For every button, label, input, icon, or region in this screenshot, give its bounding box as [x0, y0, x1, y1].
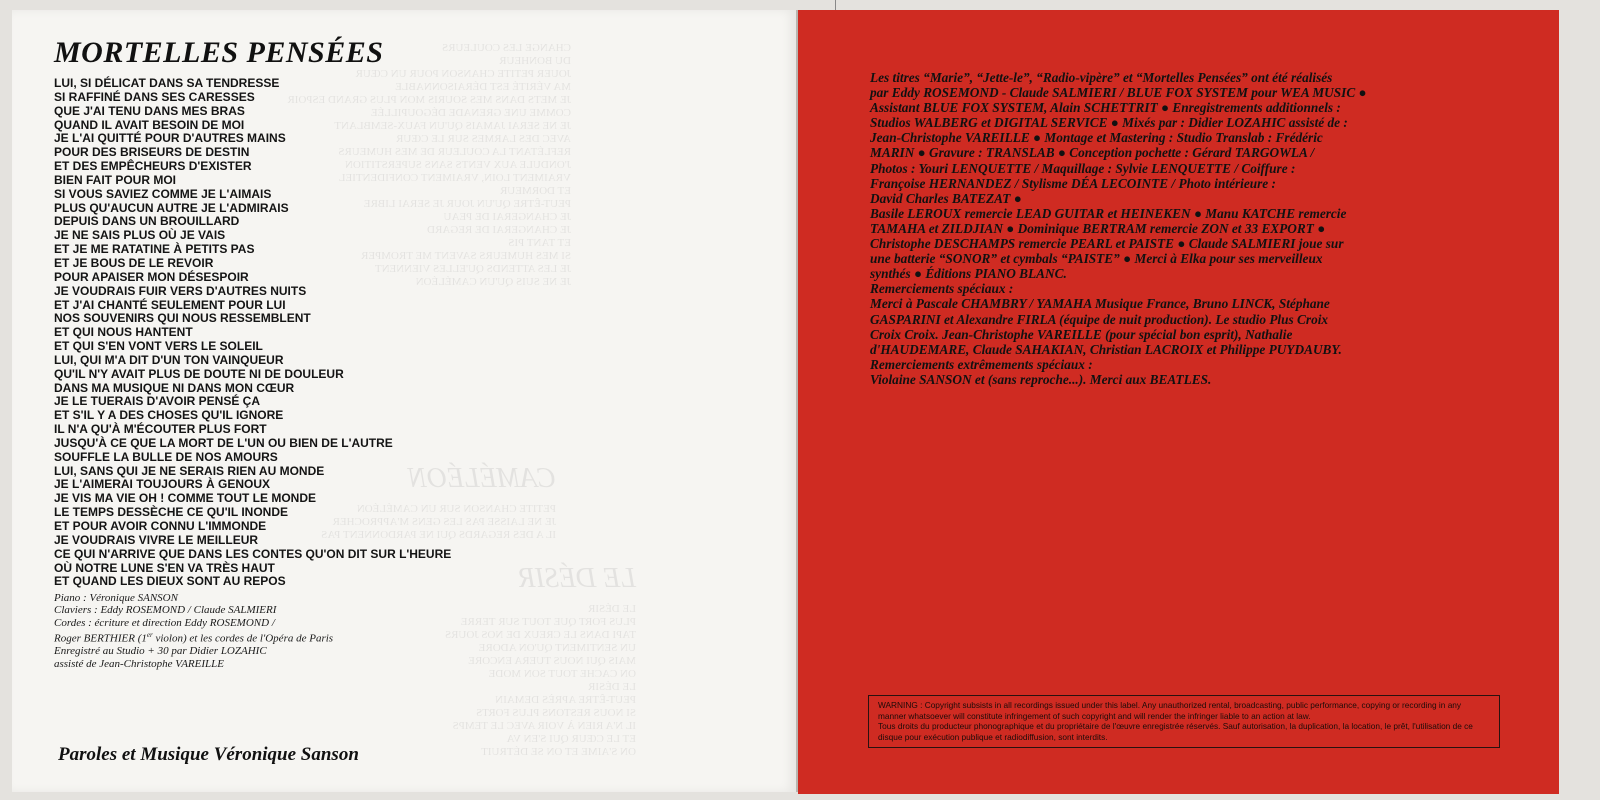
bleedthrough-line: PLUS FORT QUE TOUT SUR TERRE [460, 616, 636, 628]
bleedthrough-title-cameleon: CAMÉLÉON [408, 463, 556, 494]
lyric-line: ET JE ME RATATINE À PETITS PAS [54, 242, 255, 257]
bleedthrough-line: ON S'AIME ET ON SE DÉTRUIT [481, 746, 636, 758]
bleedthrough-line: COMME UNE GRENADE DÉGOUPILLÉE [370, 107, 571, 119]
bleedthrough-line: JE LES ATTENDS QU'ELLES VIENNENT [374, 263, 571, 275]
lyric-line: ET QUI NOUS HANTENT [54, 325, 193, 340]
bleedthrough-line: SI MES HUMEURS SAVENT ME TROMPER [361, 250, 571, 262]
bleedthrough-line: SI NOUS RESTONS PLUS FORTS [476, 707, 636, 719]
lyric-line: POUR APAISER MON DÉSESPOIR [54, 269, 249, 284]
credit-text-line: Merci à Pascale CHAMBRY / YAMAHA Musique France, Bruno LINCK, Stéphane [870, 296, 1330, 312]
lyric-line: QUE J'AI TENU DANS MES BRAS [54, 103, 245, 118]
lyric-line: SOUFFLE LA BULLE DE NOS AMOURS [54, 449, 278, 464]
credit-text-line: TAMAHA et ZILDJIAN ● Dominique BERTRAM remercie ZON et 33 EXPORT ● [870, 220, 1326, 236]
bleedthrough-line: CHANGE LES COULEURS [442, 42, 571, 54]
bleedthrough-line: VRAIMENT LOIN, VRAIMENT CONFIDENTIEL [338, 172, 571, 184]
lyric-line: PLUS QU'AUCUN AUTRE JE L'ADMIRAIS [54, 200, 289, 215]
production-credits [870, 70, 1530, 387]
copyright-warning-box [868, 695, 1500, 748]
bleedthrough-line: LE DÉSIR [588, 681, 636, 693]
credit-text-line: Photos : Youri LENQUETTE / Maquillage : Sylvie LENQUETTE / Coiffure : [870, 160, 1296, 176]
bleedthrough-line: DU BONHEUR [499, 55, 571, 67]
lyric-line: JUSQU'À CE QUE LA MORT DE L'UN OU BIEN DE L'AUTRE [54, 435, 393, 450]
credit-text-line: Studios WALBERG et DIGITAL SERVICE ● Mixés par : Didier LOZAHIC assisté de : [870, 115, 1348, 131]
bleedthrough-line: UN SENTIMENT QU'ON ADORE [478, 642, 636, 654]
bleedthrough-bottom-block [445, 555, 636, 759]
lyric-line: SI VOUS SAVIEZ COMME JE L'AIMAIS [54, 186, 272, 201]
credit-text-line: Les titres “Marie”, “Jette-le”, “Radio-vipère” et “Mortelles Pensées” ont été réalisés [870, 70, 1333, 85]
warning-french: Tous droits du producteur phonographique et du propriétaire de l'œuvre enregistrée réservés. Sauf autorisation, la duplication, la location, le prêt, l'utilisation de ce disque pour exécution publique et radiodiffusion, sont interdits. [878, 721, 1473, 742]
lyric-line: ET J'AI CHANTÉ SEULEMENT POUR LUI [54, 297, 286, 312]
credit-text-line: GASPARINI et Alexandre FIRLA (équipe de nuit production). Le studio Plus Croix [870, 311, 1329, 327]
credit-line: Enregistré au Studio + 30 par Didier LOZAHIC [54, 645, 267, 658]
lyric-line: DEPUIS DANS UN BROUILLARD [54, 214, 240, 229]
credit-line: Claviers : Eddy ROSEMOND / Claude SALMIERI [54, 604, 277, 617]
bleedthrough-line: IL N'A RIEN À VOIR AVEC LE TEMPS [452, 720, 636, 732]
bleedthrough-line: JE CHANGERAI DE PEAU [443, 211, 571, 223]
bleedthrough-line: PEUT-ÊTRE APRÈS DEMAIN [495, 694, 636, 706]
lyric-line: ET QUI S'EN VONT VERS LE SOLEIL [54, 339, 263, 354]
lyric-line: LUI, SI DÉLICAT DANS SA TENDRESSE [54, 76, 280, 90]
bleedthrough-line: PETITE CHANSON SUR UN CAMÉLÉON [356, 503, 556, 515]
credit-text-line: par Eddy ROSEMOND - Claude SALMIERI / BLUE FOX SYSTEM pour WEA MUSIC ● [870, 85, 1367, 101]
lyric-line: LUI, QUI M'A DIT D'UN TON VAINQUEUR [54, 352, 284, 367]
lyric-line: QU'IL N'Y AVAIT PLUS DE DOUTE NI DE DOULEUR [54, 366, 344, 381]
lyric-line: OÙ NOTRE LUNE S'EN VA TRÈS HAUT [54, 560, 275, 575]
bleedthrough-line: JOUER PETITE CHANSON POUR UN CŒUR [355, 68, 571, 80]
credit-line: Piano : Véronique SANSON [54, 592, 178, 604]
warning-english: WARNING : Copyright subsists in all recordings issued under this label. Any unauthorized rental, broadcasting, public performance, copying or recording in any manner whatsoever will constitute infringement of such copyright and will render the infringer liable to an action at law. [878, 700, 1462, 721]
credit-text-line: David Charles BATEZAT ● [870, 190, 1022, 206]
lyric-line: ET DES EMPÊCHEURS D'EXISTER [54, 159, 252, 174]
bleedthrough-line: MAIS QUI NOUS TUERA ENCORE [468, 655, 636, 667]
bleedthrough-line: IL A DES REGARDS QUI NE PARDONNENT PAS [321, 529, 556, 541]
lyric-line: JE NE SAIS PLUS OÙ JE VAIS [54, 228, 226, 243]
bleedthrough-line: LE DÉSIR [588, 603, 636, 615]
lyric-line: ET QUAND LES DIEUX SONT AU REPOS [54, 574, 286, 589]
credit-text-line: Remerciements spéciaux : [870, 281, 1014, 297]
lyrics-page [12, 10, 796, 792]
credit-text-line: Croix Croix. Jean-Christophe VAREILLE (pour spécial bon esprit), Nathalie [870, 326, 1293, 342]
bleedthrough-title-desir: LE DÉSIR [518, 563, 636, 594]
bleedthrough-line: JE CHANGERAI DE REGARD [427, 224, 571, 236]
bleedthrough-line: ON CACHE TOUT SON MODE [488, 668, 636, 680]
bleedthrough-line: JE NE LAISSE PAS LES GENS M'APPROCHER [332, 516, 556, 528]
bleedthrough-line: ET TANT PIS [508, 237, 571, 249]
credit-line: Cordes : écriture et direction Eddy ROSEMOND / [54, 616, 275, 629]
lyric-line: JE VOUDRAIS FUIR VERS D'AUTRES NUITS [54, 283, 307, 298]
credit-text-line: d'HAUDEMARE, Claude SAHAKIAN, Christian LACROIX et Philippe PUYDAUBY. [870, 341, 1342, 357]
lyric-line: JE LE TUERAIS D'AVOIR PENSÉ ÇA [54, 394, 260, 409]
lyric-line: BIEN FAIT POUR MOI [54, 172, 177, 187]
bleedthrough-line: JE NE SERAI JAMAIS QU'UN FAUX-SEMBLANT [334, 120, 571, 132]
lyric-line: ET POUR AVOIR CONNU L'IMMONDE [54, 519, 267, 533]
bleedthrough-line: PEUT-ÊTRE QU'UN JOUR JE SERAI LIBRE [363, 198, 571, 210]
credit-text-line: une batterie “SONOR” et cymbals “PAISTE” ● Merci à Elka pour ses merveilleux [870, 251, 1323, 267]
credit-line: assisté de Jean-Christophe VAREILLE [54, 657, 224, 670]
bleedthrough-line: JE METS DANS MES SOURIS MON PLUS GRAND ESPOIR [287, 94, 571, 106]
lyric-line: JE L'AIMERAI TOUJOURS À GENOUX [54, 477, 270, 492]
lyric-line: NOS SOUVENIRS QUI NOUS RESSEMBLENT [54, 311, 311, 326]
credits-page [798, 10, 1559, 794]
bleedthrough-line: REFLÉTANT LA COULEUR DE MES HUMEURS [338, 146, 571, 158]
lyric-line: LUI, SANS QUI JE NE SERAIS RIEN AU MONDE [54, 463, 325, 478]
song-title: MORTELLES PENSÉES [54, 36, 384, 69]
lyric-line: DANS MA MUSIQUE NI DANS MON CŒUR [54, 380, 295, 395]
lyric-line: ET JE BOUS DE LE REVOIR [54, 255, 214, 270]
lyric-line: QUAND IL AVAIT BESOIN DE MOI [54, 117, 245, 132]
lyric-line: JE VIS MA VIE OH ! COMME TOUT LE MONDE [54, 491, 317, 506]
bleedthrough-line: AVEC DES LARMES SUR LE CŒUR [396, 133, 571, 145]
bleedthrough-line: MA VÉRITÉ EST DÉRAISONNABLE [395, 81, 571, 93]
credit-text-line: Violaine SANSON et (sans reproche...). Merci aux BEATLES. [870, 371, 1212, 387]
credit-text-line: Jean-Christophe VAREILLE ● Montage et Mastering : Studio Translab : Frédéric [870, 130, 1323, 146]
bleedthrough-line: J'ONDULE AUX VENTS SANS SUPERSTITION [344, 159, 571, 171]
credit-text-line: Christophe DESCHAMPS remercie PEARL et PAISTE ● Claude SALMIERI joue sur [870, 236, 1344, 252]
credit-text-line: Basile LEROUX remercie LEAD GUITAR et HEINEKEN ● Manu KATCHE remercie [870, 205, 1347, 221]
bleedthrough-line: JE NE SUIS QU'UN CAMÉLÉON [415, 276, 571, 288]
lyric-line: JE VOUDRAIS VIVRE LE MEILLEUR [54, 532, 259, 547]
lyric-line: LE TEMPS DESSÈCHE CE QU'IL INONDE [54, 505, 288, 520]
lyric-line: POUR DES BRISEURS DE DESTIN [54, 145, 250, 160]
credit-line: Roger BERTHIER (1er violon) et les cordes de l'Opéra de Paris [54, 631, 334, 645]
bleedthrough-line: ET DORMEUR [500, 185, 571, 197]
songwriter-signature: Paroles et Musique Véronique Sanson [58, 744, 359, 765]
lyric-line: CE QUI N'ARRIVE QUE DANS LES CONTES QU'ON DIT SUR L'HEURE [54, 546, 452, 561]
credit-text-line: MARIN ● Gravure : TRANSLAB ● Conception pochette : Gérard TARGOWLA / [870, 145, 1315, 161]
credit-text-line: Françoise HERNANDEZ / Stylisme DÉA LECOINTE / Photo intérieure : [870, 175, 1276, 191]
lyric-line: SI RAFFINÉ DANS SES CARESSES [54, 89, 255, 104]
credit-text-line: synthés ● Éditions PIANO BLANC. [870, 266, 1067, 282]
credit-text-line: Assistant BLUE FOX SYSTEM, Alain SCHETTRIT ● Enregistrements additionnels : [870, 100, 1341, 116]
musician-credits [54, 592, 333, 670]
lyric-line: IL N'A QU'À M'ÉCOUTER PLUS FORT [54, 422, 267, 437]
credit-text-line: Remerciements extrêmements spéciaux : [870, 356, 1093, 372]
lyric-line: JE L'AI QUITTÉ POUR D'AUTRES MAINS [54, 131, 286, 146]
ordinal-superscript: er [146, 631, 153, 640]
lyrics-list [54, 77, 451, 589]
bleedthrough-line: TAPI DANS LE CREUX DE NOS JOURS [444, 629, 636, 641]
lyric-line: ET S'IL Y A DES CHOSES QU'IL IGNORE [54, 408, 284, 423]
bleedthrough-line: ET LE CŒUR QUI S'EN VA [506, 733, 636, 745]
